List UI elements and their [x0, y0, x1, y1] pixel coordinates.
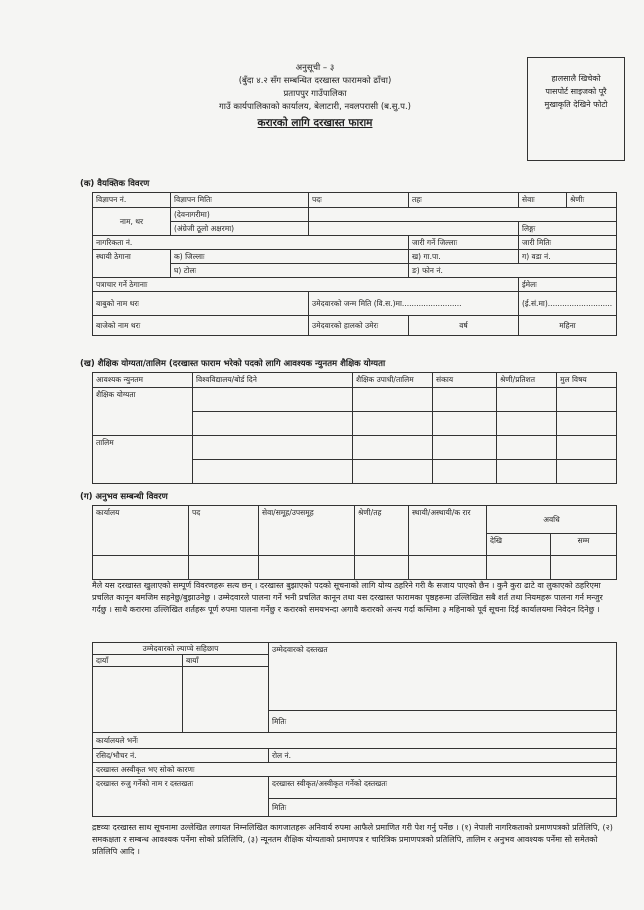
- devanagari-label: (देवनागरीमा): [171, 208, 309, 222]
- service-cell[interactable]: सेवाः: [519, 193, 567, 208]
- edu-row-label: शैक्षिक योग्यता: [93, 388, 193, 436]
- years-cell[interactable]: वर्ष: [409, 316, 519, 336]
- col-faculty: संकाय: [433, 373, 497, 388]
- name-label: नाम, थर: [93, 208, 171, 236]
- receiver-cell[interactable]: दरखास्त रुजु गर्नेको नाम र दस्तखतः: [93, 777, 269, 817]
- col-post: पद: [189, 506, 259, 556]
- training-cell[interactable]: [497, 436, 557, 460]
- col-major: मुल विषय: [557, 373, 617, 388]
- devanagari-name-field[interactable]: [309, 208, 617, 222]
- experience-cell[interactable]: [93, 556, 189, 580]
- receipt-no-cell[interactable]: रसिद/भौचर नं.: [93, 749, 269, 763]
- training-cell[interactable]: [433, 460, 497, 484]
- issued-date-cell[interactable]: जारी मितिः: [519, 236, 617, 250]
- page-title: करारको लागि दरखास्त फाराम: [257, 117, 373, 129]
- father-name-cell[interactable]: बाबुको नाम थरः: [93, 292, 309, 316]
- district-cell[interactable]: क) जिल्लाः: [171, 250, 409, 264]
- phone-cell[interactable]: ङ) फोन नं.: [409, 264, 617, 278]
- grandfather-name-cell[interactable]: बाजेको नाम थरः: [93, 316, 309, 336]
- section-a-heading: (क) वैयक्तिक विवरण: [80, 179, 150, 189]
- training-cell[interactable]: [433, 436, 497, 460]
- col-min-required: आवश्यक न्युनतम: [93, 373, 193, 388]
- experience-cell[interactable]: [259, 556, 355, 580]
- edu-cell[interactable]: [353, 388, 433, 412]
- section-c-heading: (ग) अनुभव सम्बन्धी विवरण: [80, 492, 168, 502]
- post-cell[interactable]: पदः: [309, 193, 409, 208]
- edu-cell[interactable]: [433, 412, 497, 436]
- experience-cell[interactable]: [487, 556, 551, 580]
- note-text: द्रष्टव्यः दरखास्त साथ सूचनामा उल्लेखित लगायत निम्नलिखित कागजातहरू अनिवार्य रुपमा आफैले प्रमाणित गरी पेश गर्नु पर्नेछ । (१) नेपाली नागरिकताको प्रमाणपत्रको प्रतिलिपि, (२) समकक्षता र सम्बन्ध आवश्यक पर्नेमा सोको प्रतिलिपि, (३) न्यूनतम शैक्षिक योग्यताको प्रमाणपत्र र चारित्रिक प्रमाणपत्रको प्रतिलिपि, तालिम र अनुभव आवश्यक पर्नेमा सो समेतको प्रतिलिपि आदि ।: [92, 823, 613, 856]
- left-thumb-box[interactable]: [183, 667, 269, 733]
- rule-reference: (बुँदा ४.२ सँग सम्बन्धित दरखास्त फारामको ढाँचा): [238, 76, 392, 86]
- english-name-field[interactable]: [309, 222, 519, 236]
- personal-details-table: [92, 192, 617, 336]
- thumb-print-label: उम्मेदवारको ल्याप्चे सहिछाप: [93, 643, 269, 655]
- ward-cell[interactable]: ग) वडा नं.: [519, 250, 617, 264]
- edu-cell[interactable]: [193, 412, 353, 436]
- training-cell[interactable]: [557, 436, 617, 460]
- months-cell[interactable]: महिना: [519, 316, 617, 336]
- training-cell[interactable]: [193, 460, 353, 484]
- current-age-cell[interactable]: उमेदवारको हालको उमेरः: [309, 316, 409, 336]
- photo-box[interactable]: [527, 57, 625, 161]
- left-thumb-label: बायाँ: [183, 655, 269, 667]
- experience-cell[interactable]: [409, 556, 487, 580]
- edu-cell[interactable]: [497, 388, 557, 412]
- col-status: स्थायी/अस्थायी/क रार: [409, 506, 487, 556]
- english-caps-label: (अंग्रेजी ठूलो अक्षरमा): [171, 222, 309, 236]
- mailing-address-cell[interactable]: पत्राचार गर्ने ठेगानाः: [93, 278, 519, 292]
- photo-line-1: हालसालै खिचेको: [551, 74, 601, 83]
- section-b-heading: (ख) शैक्षिक योग्यता/तालिम (दरखास्त फाराम भरेको पदको लागि आवश्यक न्युनतम शैक्षिक योग्यता: [80, 359, 386, 369]
- class-cell[interactable]: श्रेणीः: [567, 193, 617, 208]
- vdc-cell[interactable]: ख) गा.पा.: [409, 250, 519, 264]
- signature-cell[interactable]: उम्मेदवारको दस्तखत: [269, 643, 617, 711]
- col-level: श्रेणी/तह: [355, 506, 409, 556]
- citizenship-no-cell[interactable]: नागरिकता नं.: [93, 236, 409, 250]
- right-thumb-label: दायाँ: [93, 655, 183, 667]
- dob-ad-cell[interactable]: (ई.सं.मा)...........................: [519, 292, 617, 316]
- training-cell[interactable]: [497, 460, 557, 484]
- training-cell[interactable]: [353, 436, 433, 460]
- header-block: [150, 62, 480, 130]
- edu-cell[interactable]: [433, 388, 497, 412]
- edu-cell[interactable]: [353, 412, 433, 436]
- level-cell[interactable]: तहः: [409, 193, 519, 208]
- experience-table: [92, 505, 617, 580]
- adv-date-cell[interactable]: विज्ञापन मितिः: [171, 193, 309, 208]
- permanent-address-label: स्थायी ठेगाना: [93, 250, 171, 278]
- col-to: सम्म: [551, 534, 617, 556]
- municipality-name: प्रतापपुर गाउँपालिका: [283, 89, 347, 99]
- dob-cell[interactable]: उमेदवारको जन्म मिति (वि.स.)मा.........................: [309, 292, 519, 316]
- edu-cell[interactable]: [193, 388, 353, 412]
- email-cell[interactable]: ईमेलः: [519, 278, 617, 292]
- roll-no-cell[interactable]: रोल नं.: [269, 749, 617, 763]
- declaration-text: मैले यस दरखास्त खुलाएको सम्पूर्ण विवरणहरू सत्य छन् । दरखास्त बुझाएको पदको सूचनाको लागि योग्य ठहरिने गरी कै सजाय पाएको छैन । कुनै कुरा ढाटे वा लुकाएको ठहरिएमा प्रचलित कानून बमजिम सहनेछु/बुझाउनेछु । उम्मेदवारले पालना गर्ने भनी प्रचलित कानून तथा यस दरखास्त फारामका पृष्ठहरूमा उल्लिखित सबै शर्त तथा नियमहरू पालना गर्न मन्जुर गर्दछु । साथै करारमा उल्लिखित शर्तहरू पूर्ण रुपमा पालना गर्नेछु र करारको समयभन्दा अगावै करारको अन्त्य गर्दा कम्तिमा ३ महिनाको पूर्व सूचना दिई कार्यालयमा निवेदन दिनेछु ।: [92, 581, 603, 614]
- edu-cell[interactable]: [557, 388, 617, 412]
- right-thumb-box[interactable]: [93, 667, 183, 733]
- photo-line-2: पासपोर्ट साइजको पूरै: [545, 87, 607, 96]
- office-name: गाउँ कार्यपालिकाको कार्यालय, बेलाटारी, नवलपरासी (ब.सु.प.): [218, 102, 412, 112]
- approver-date-cell[interactable]: मितिः: [269, 799, 617, 817]
- issued-district-cell[interactable]: जारी गर्ने जिल्लाः: [409, 236, 519, 250]
- col-university: विश्वविद्यालय/बोर्ड दिने: [193, 373, 353, 388]
- col-service-group: सेवा/समूह/उपसमूह: [259, 506, 355, 556]
- col-degree: शैक्षिक उपाधी/तालिम: [353, 373, 433, 388]
- signature-date-cell[interactable]: मितिः: [269, 711, 617, 733]
- training-cell[interactable]: [353, 460, 433, 484]
- edu-cell[interactable]: [497, 412, 557, 436]
- education-table: [92, 372, 617, 484]
- office-fill-label: कार्यालयले भर्नेः: [93, 733, 617, 749]
- col-grade: श्रेणी/प्रतिशत: [497, 373, 557, 388]
- experience-cell[interactable]: [551, 556, 617, 580]
- adv-no-cell[interactable]: विज्ञापन नं.: [93, 193, 171, 208]
- annex-label: अनुसूची – ३: [295, 63, 335, 73]
- col-from: देखि: [487, 534, 551, 556]
- edu-cell[interactable]: [557, 412, 617, 436]
- reject-reason-cell[interactable]: दरखास्त अस्वीकृत भए सोको कारणः: [93, 763, 617, 777]
- photo-line-3: मुखाकृति देखिने फोटो: [544, 100, 608, 109]
- experience-cell[interactable]: [189, 556, 259, 580]
- approver-cell[interactable]: दरखास्त स्वीकृत/अस्वीकृत गर्नेको दस्तखतः: [269, 777, 617, 799]
- col-office: कार्यालय: [93, 506, 189, 556]
- tole-cell[interactable]: घ) टोलः: [171, 264, 409, 278]
- gender-cell[interactable]: लिङ्गः: [519, 222, 617, 236]
- experience-cell[interactable]: [355, 556, 409, 580]
- signature-table: [92, 642, 617, 817]
- training-cell[interactable]: [557, 460, 617, 484]
- training-cell[interactable]: [193, 436, 353, 460]
- training-row-label: तालिम: [93, 436, 193, 484]
- col-duration: अवधि: [487, 506, 617, 534]
